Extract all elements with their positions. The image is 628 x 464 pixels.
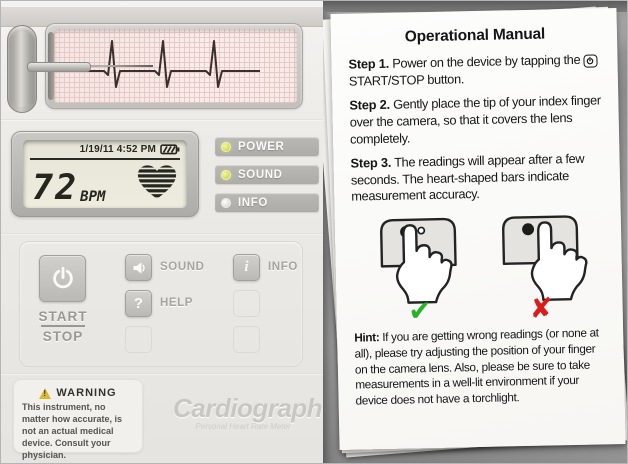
power-led-icon bbox=[221, 142, 231, 152]
manual-step-2: Step 2. Gently place the tip of your index finger over the camera, so that it covers the lens completely. bbox=[349, 92, 601, 147]
indicator-power: POWER bbox=[215, 137, 319, 156]
info-button-label: INFO bbox=[268, 261, 298, 273]
manual-title: Operational Manual bbox=[404, 25, 546, 46]
manual-sheet bbox=[330, 8, 625, 450]
brand-block bbox=[173, 393, 323, 431]
help-button[interactable] bbox=[125, 290, 152, 317]
empty-button-slot bbox=[125, 326, 152, 353]
battery-icon bbox=[160, 144, 180, 155]
warning-title: WARNING bbox=[56, 387, 117, 399]
control-panel bbox=[19, 241, 303, 367]
warning-triangle-icon bbox=[39, 388, 51, 399]
empty-button-slot bbox=[233, 290, 260, 317]
inline-power-icon bbox=[583, 54, 597, 67]
help-button-label: HELP bbox=[160, 297, 194, 309]
panel-groove bbox=[1, 119, 323, 121]
panel-groove bbox=[1, 373, 323, 375]
info-button[interactable] bbox=[233, 254, 260, 281]
panel-groove bbox=[1, 233, 323, 235]
sound-button[interactable] bbox=[125, 254, 152, 281]
bpm-value: 72 bbox=[32, 168, 79, 208]
heart-accuracy-icon bbox=[136, 164, 178, 205]
incorrect-placement-figure bbox=[484, 209, 596, 324]
hint-paragraph: Hint: If you are getting wrong readings (or none at all), please try adjusting the position of your finger on the camera lens. Also, please be sure to take measurements in a well-lit environment if your device does not have a torchlight. bbox=[354, 325, 599, 408]
lcd-screen bbox=[23, 140, 187, 208]
speaker-icon bbox=[131, 260, 147, 276]
warning-box bbox=[13, 379, 143, 460]
question-icon: ? bbox=[133, 295, 144, 312]
manual-step-1: Step 1. Power on the device by tapping the START/STOP button. bbox=[348, 51, 603, 90]
sound-button-label: SOUND bbox=[160, 261, 205, 273]
recorder-needle-icon bbox=[27, 65, 153, 67]
phone-finger-correct-icon bbox=[370, 211, 468, 305]
manual-panel bbox=[323, 1, 628, 464]
sound-led-icon bbox=[221, 170, 231, 180]
phone-finger-incorrect-icon bbox=[491, 209, 589, 303]
device-panel bbox=[1, 1, 323, 464]
lcd-display bbox=[11, 131, 199, 217]
correct-check-icon: ✔ bbox=[407, 293, 433, 328]
indicator-info: INFO bbox=[215, 193, 319, 212]
finger-placement-illustrations bbox=[352, 208, 608, 326]
status-indicators bbox=[215, 137, 319, 221]
power-icon bbox=[49, 265, 77, 292]
info-icon: i bbox=[244, 259, 249, 275]
wrong-x-icon: ✘ bbox=[529, 291, 554, 325]
start-stop-label: START STOP bbox=[38, 309, 88, 344]
indicator-sound: SOUND bbox=[215, 165, 319, 184]
brand-name: Cardiograph bbox=[173, 393, 323, 423]
start-stop-button[interactable] bbox=[39, 255, 86, 302]
warning-text: This instrument, no matter how accurate, is not an actual medical device. Consult your physician. bbox=[22, 402, 123, 460]
bpm-unit: BPM bbox=[80, 189, 106, 205]
info-led-icon bbox=[221, 198, 231, 208]
empty-button-slot bbox=[233, 326, 260, 353]
lcd-datetime: 1/19/11 4:52 PM bbox=[79, 144, 156, 155]
brand-tagline: Personal Heart Rate Meter bbox=[195, 422, 291, 431]
manual-step-3: Step 3. The readings will appear after a few seconds. The heart-shaped bars indicate measurement accuracy. bbox=[350, 150, 585, 205]
correct-placement-figure bbox=[363, 211, 475, 326]
